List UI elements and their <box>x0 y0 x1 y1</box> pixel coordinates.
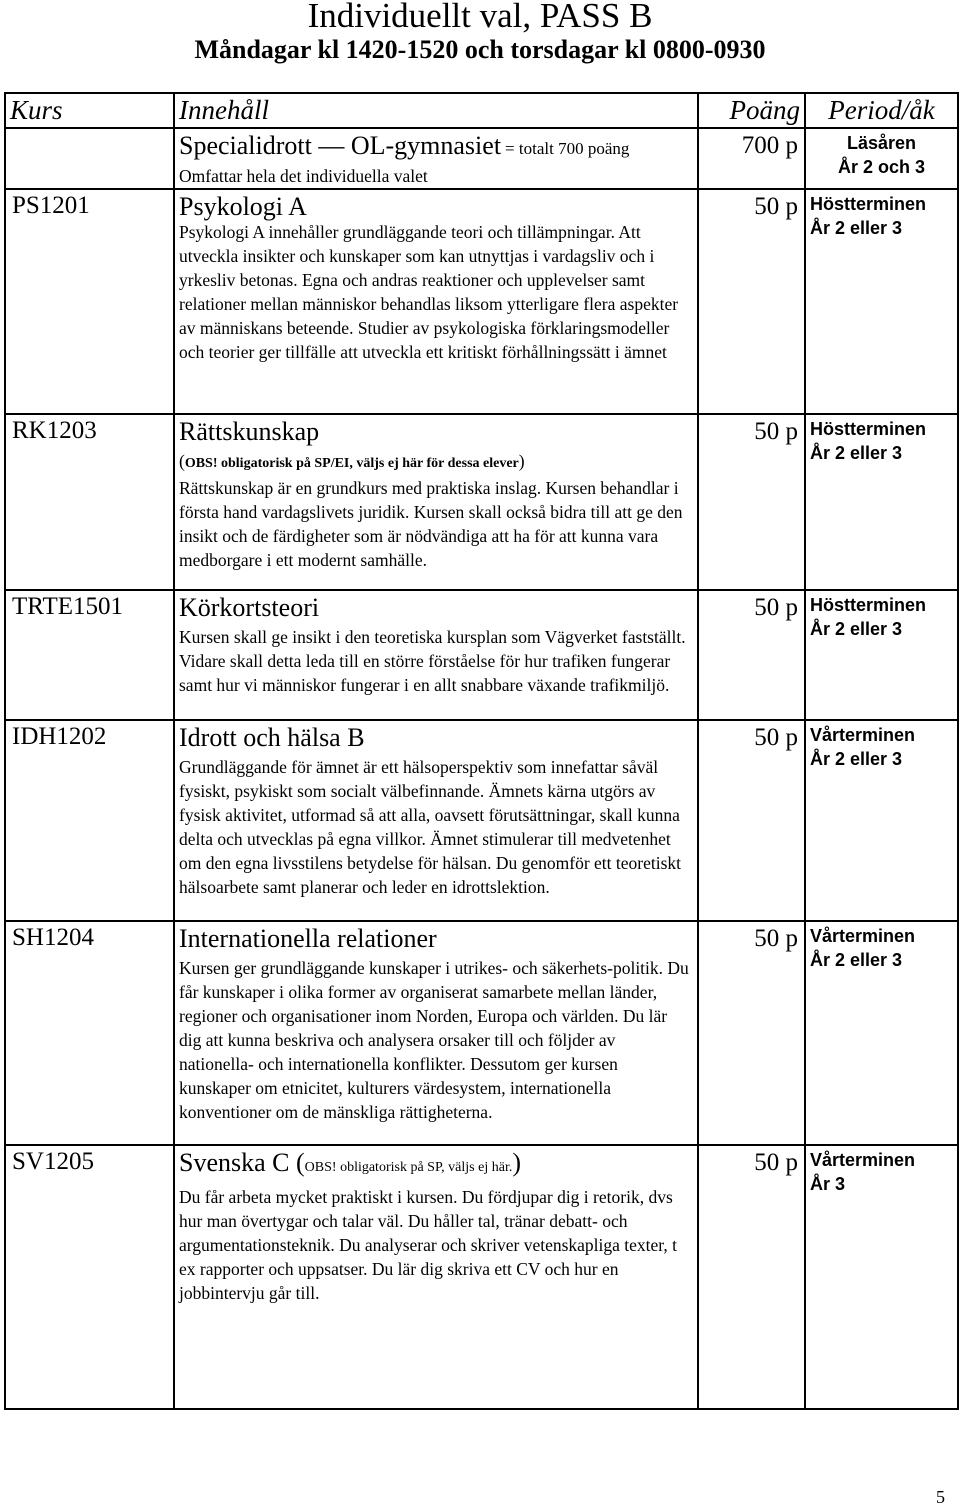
course-description: Kursen skall ge insikt i den teoretiska kursplan som Vägverket fastställt. Vidare skall detta leda till en större förståelse för hur trafiken fungerar samt hur vi människor fungerar i en allt snabbare växande trafikmiljö. <box>179 627 686 695</box>
course-description: Du får arbeta mycket praktiskt i kursen. Du fördjupar dig i retorik, dvs hur man övertygar och talar väl. Du håller tal, tränar debatt- och argumentationsteknik. Du analyserar och skriver vetenskapliga texter, t ex rapporter och uppsatser. Du lär dig skriva ett CV och hur en jobbintervju går till. <box>179 1187 678 1303</box>
course-content <box>174 128 698 189</box>
table-row <box>5 590 958 720</box>
period-term: Vårterminen <box>810 1150 916 1170</box>
course-content <box>174 921 698 1145</box>
course-period <box>805 189 958 414</box>
period-term: Vårterminen <box>810 926 916 946</box>
course-content <box>174 189 698 414</box>
course-code: SV1205 <box>5 1145 174 1409</box>
page-subtitle: Måndagar kl 1420-1520 och torsdagar kl 0800-0930 <box>194 35 766 64</box>
course-points: 50 p <box>698 590 805 720</box>
header-points: Poäng <box>698 93 805 128</box>
period-term: Höstterminen <box>810 194 927 214</box>
course-content <box>174 414 698 590</box>
course-name-line: Svenska C (OBS! obligatorisk på SP, väljs ej här.) <box>179 1148 522 1177</box>
course-name: Internationella relationer <box>179 924 437 953</box>
course-note: OBS! obligatorisk på SP, väljs ej här. <box>304 1160 513 1175</box>
period-year: År 2 eller 3 <box>810 749 903 769</box>
course-points: 50 p <box>698 720 805 921</box>
course-points: 50 p <box>698 189 805 414</box>
course-code: SH1204 <box>5 921 174 1145</box>
period-year: År 2 eller 3 <box>810 619 903 639</box>
table-row <box>5 189 958 414</box>
course-description: Psykologi A innehåller grundläggande teori och tillämpningar. Att utveckla insikter och kunskaper som kan utnyttjas i vardagsliv och i yrkesliv betonas. Egna och andras reaktioner och upplevelser samt relationer mellan människor behandlas liksom ytterligare flera aspekter av människans beteende. Studier av psykologiska förklaringsmodeller och teorier ger tillfälle att utveckla ett kritiskt förhållningssätt i ämnet <box>179 222 679 362</box>
course-content <box>174 1145 698 1409</box>
course-period <box>805 720 958 921</box>
course-name: Körkortsteori <box>179 593 320 622</box>
period-year: År 2 och 3 <box>837 157 926 177</box>
period-year: År 3 <box>810 1174 846 1194</box>
page-number: 5 <box>936 1487 945 1507</box>
course-name: Psykologi A <box>179 192 307 221</box>
course-content <box>174 720 698 921</box>
course-name: Specialidrott — OL-gymnasiet <box>179 131 502 160</box>
course-code: PS1201 <box>5 189 174 414</box>
table-row <box>5 414 958 590</box>
page-title: Individuellt val, PASS B <box>307 0 653 35</box>
course-description: Omfattar hela det individuella valet <box>179 166 428 186</box>
course-name: Idrott och hälsa B <box>179 723 365 752</box>
course-content <box>174 590 698 720</box>
period-term: Höstterminen <box>810 595 927 615</box>
period-year: År 2 eller 3 <box>810 950 903 970</box>
course-points: 50 p <box>698 414 805 590</box>
header-content: Innehåll <box>174 93 698 128</box>
period-term: Vårterminen <box>810 725 916 745</box>
course-code: RK1203 <box>5 414 174 590</box>
course-description: Kursen ger grundläggande kunskaper i utrikes- och säkerhets-politik. Du får kunskaper i olika former av organiserat samarbete mellan länder, regioner och organisationer inom Norden, Europa och världen. Du lär dig att kunna beskriva och analysera orsaker till och följder av nationella- och internationella konflikter. Dessutom ger kursen kunskaper om etnicitet, kulturers värdesystem, internationella konventioner om de mänskliga rättigheterna. <box>179 958 689 1122</box>
course-table <box>4 92 959 1410</box>
course-description: Grundläggande för ämnet är ett hälsoperspektiv som innefattar såväl fysiskt, psykiskt som socialt välbefinnande. Ämnets kärna utgörs av fysisk aktivitet, utformad så att alla, oavsett förutsättningar, skall kunna delta och utvecklas på egna villkor. Ämnet stimulerar till medvetenhet om den egna livsstilens betydelse för hälsan. Du genomför ett teoretiskt hälsoarbete samt planerar och leder en idrottslektion. <box>179 757 682 897</box>
course-code <box>5 128 174 189</box>
course-points: 50 p <box>698 921 805 1145</box>
course-code: IDH1202 <box>5 720 174 921</box>
course-note: = totalt 700 poäng <box>505 139 630 158</box>
course-period <box>805 128 958 189</box>
table-header-row <box>5 93 958 128</box>
header-code: Kurs <box>5 93 174 128</box>
course-name: Svenska C <box>179 1148 290 1177</box>
course-name: Rättskunskap <box>179 417 320 446</box>
period-term: Läsåren <box>846 133 917 153</box>
period-term: Höstterminen <box>810 419 927 439</box>
course-period <box>805 414 958 590</box>
table-row <box>5 1145 958 1409</box>
course-description: Rättskunskap är en grundkurs med praktiska inslag. Kursen behandlar i första hand vardagslivets juridik. Kursen skall också bidra till att ge den insikt och de färdigheter som är nödvändiga att ha för att kunna vara medborgare i ett modernt samhälle. <box>179 478 683 570</box>
course-code: TRTE1501 <box>5 590 174 720</box>
course-period <box>805 590 958 720</box>
table-row <box>5 720 958 921</box>
header-period: Period/åk <box>805 93 958 128</box>
course-points: 700 p <box>698 128 805 189</box>
course-note: OBS! obligatorisk på SP/EI, väljs ej här för dessa elever <box>184 456 519 471</box>
course-period <box>805 1145 958 1409</box>
course-points: 50 p <box>698 1145 805 1409</box>
table-row <box>5 128 958 189</box>
table-row <box>5 921 958 1145</box>
course-note-line: (OBS! obligatorisk på SP/EI, väljs ej här för dessa elever) <box>179 451 525 471</box>
course-period <box>805 921 958 1145</box>
period-year: År 2 eller 3 <box>810 218 903 238</box>
period-year: År 2 eller 3 <box>810 443 903 463</box>
